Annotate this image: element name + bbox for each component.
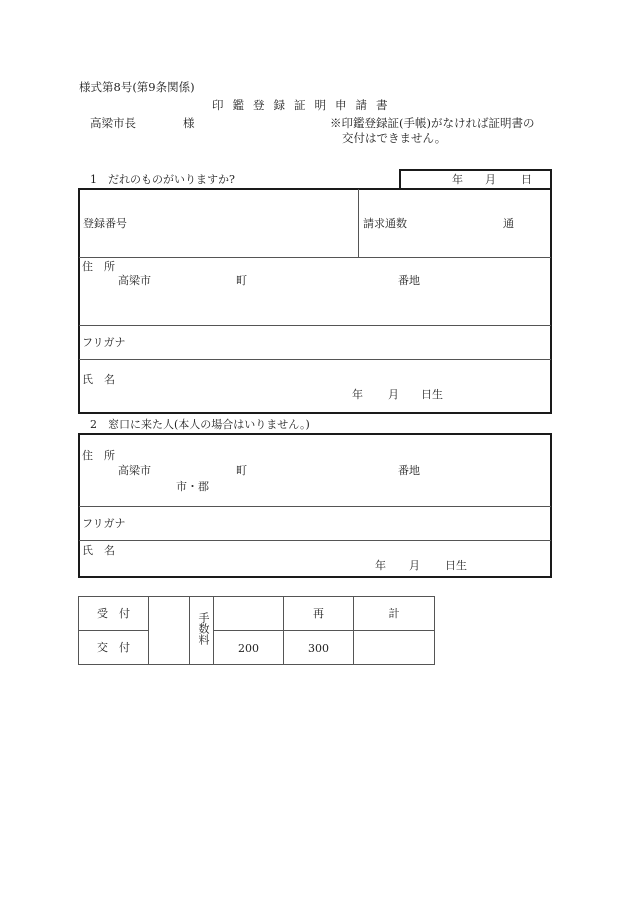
received-label: 受 付	[97, 607, 130, 620]
birth-month: 月	[388, 388, 399, 401]
date-month-label: 月	[485, 173, 496, 186]
agent-address-other-city: 市・郡	[176, 480, 209, 493]
notice-line-1: ※印鑑登録証(手帳)がなければ証明書の	[330, 116, 535, 130]
section2-heading: 2 窓口に来た人(本人の場合はいりません。)	[90, 418, 310, 431]
agent-name-label: 氏 名	[82, 544, 115, 557]
date-day-label: 日	[521, 173, 532, 186]
address-lot: 番地	[398, 274, 420, 287]
date-year-label: 年	[452, 173, 463, 186]
stamp-field[interactable]	[149, 597, 189, 664]
address-field[interactable]	[80, 258, 550, 324]
fee-normal-amount: 200	[238, 642, 259, 655]
registration-number-field[interactable]	[80, 190, 357, 256]
agent-furigana-label: フリガナ	[82, 517, 126, 530]
section1-divider	[358, 189, 359, 257]
address-town: 町	[236, 274, 247, 287]
agent-address-town: 町	[236, 464, 247, 477]
agent-birth-day: 日生	[445, 559, 467, 572]
reissue-label: 再	[313, 607, 324, 620]
copies-label: 請求通数	[363, 217, 407, 230]
name-label: 氏 名	[82, 373, 115, 386]
fee-reissue-amount: 300	[308, 642, 329, 655]
agent-birth-year: 年	[375, 559, 386, 572]
addressee: 高梁市長	[90, 116, 136, 130]
agent-furigana-field[interactable]	[80, 507, 550, 539]
issued-label: 交 付	[97, 641, 130, 654]
copies-unit: 通	[503, 217, 514, 230]
fee-col-divider	[189, 597, 190, 664]
furigana-field[interactable]	[80, 326, 550, 358]
honorific: 様	[183, 116, 195, 130]
agent-birth-month: 月	[409, 559, 420, 572]
address-city: 高梁市	[118, 274, 151, 287]
agent-address-lot: 番地	[398, 464, 420, 477]
registration-number-label: 登録番号	[83, 217, 127, 230]
fee-row-divider	[79, 630, 148, 631]
birth-day: 日生	[421, 388, 443, 401]
name-field[interactable]	[80, 360, 550, 412]
birth-year: 年	[352, 388, 363, 401]
total-field[interactable]	[354, 631, 434, 664]
section1-heading: 1 だれのものがいりますか?	[90, 173, 235, 186]
agent-name-field[interactable]	[80, 541, 550, 576]
notice-line-2: 交付はできません。	[342, 131, 447, 145]
form-title: 印鑑登録証明申請書	[212, 98, 397, 112]
agent-address-field[interactable]	[80, 435, 550, 505]
agent-address-city: 高梁市	[118, 464, 151, 477]
address-label: 住 所	[82, 260, 115, 273]
fee-label: 手数料	[197, 612, 210, 645]
agent-address-label: 住 所	[82, 449, 115, 462]
furigana-label: フリガナ	[82, 336, 126, 349]
form-number: 様式第8号(第9条関係)	[79, 80, 195, 94]
total-label: 計	[388, 607, 400, 620]
